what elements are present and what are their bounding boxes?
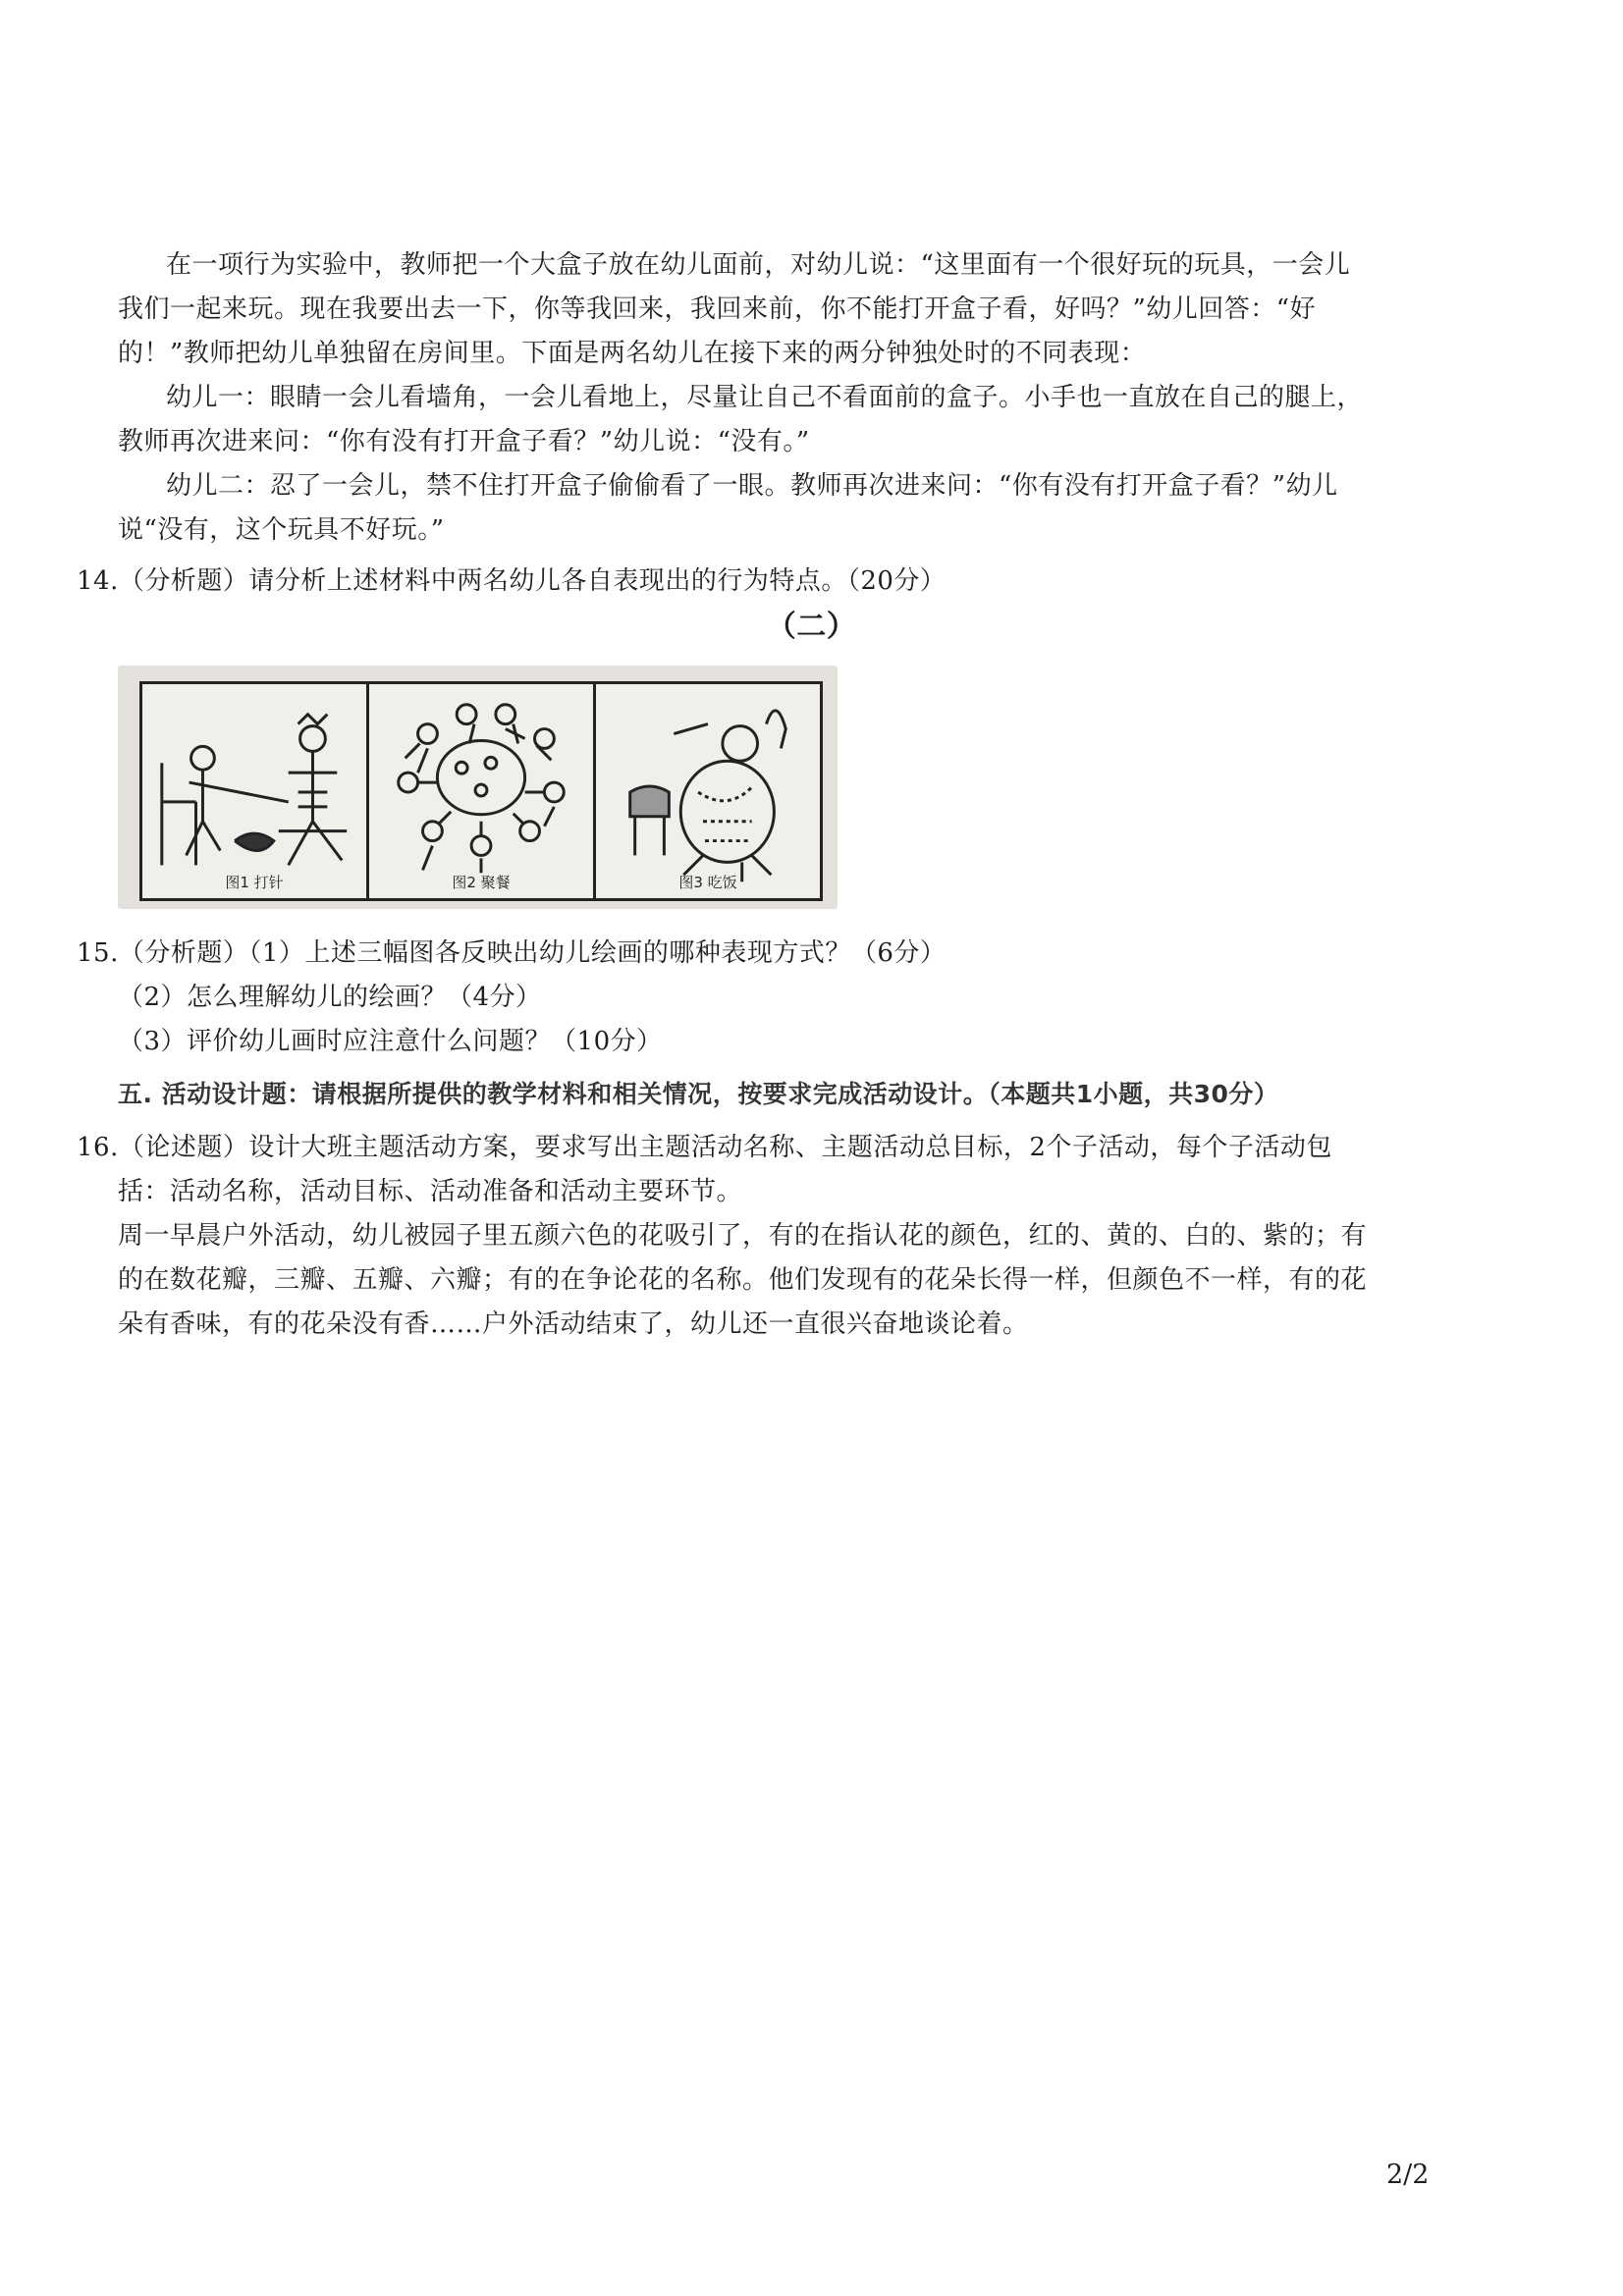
caption-figure-1: 图1 打针	[225, 874, 284, 891]
child-two-description: 说“没有，这个玩具不好玩。”	[118, 515, 445, 545]
drawing-dinner-party	[369, 684, 596, 898]
child-one-description: 教师再次进来问：“你有没有打开盒子看？”幼儿说：“没有。”	[118, 427, 810, 456]
child-two-description: 幼儿二：忍了一会儿，禁不住打开盒子偷偷看了一眼。教师再次进来问：“你有没有打开盒子看？”幼儿	[166, 471, 1338, 501]
question-14: 14.（分析题）请分析上述材料中两名幼儿各自表现出的行为特点。（20分）	[77, 566, 947, 596]
question-15-part-3: （3）评价幼儿画时应注意什么问题？（10分）	[118, 1027, 663, 1056]
material-paragraph-line: 的！”教师把幼儿单独留在房间里。下面是两名幼儿在接下来的两分钟独处时的不同表现：	[118, 339, 1147, 368]
drawing-panels	[139, 681, 823, 901]
question-16-line: 16.（论述题）设计大班主题活动方案，要求写出主题活动名称、主题活动总目标，2个子活动，每个子活动包	[77, 1133, 1332, 1162]
children-drawings-figure	[118, 666, 838, 909]
scenario-line: 周一早晨户外活动，幼儿被园子里五颜六色的花吸引了，有的在指认花的颜色，红的、黄的、白的、紫的；有	[118, 1221, 1368, 1251]
scenario-line: 的在数花瓣，三瓣、五瓣、六瓣；有的在争论花的名称。他们发现有的花朵长得一样，但颜色不一样，有的花	[118, 1265, 1368, 1295]
dinner-party-drawing-icon	[369, 684, 593, 898]
part-two-heading: （二）	[766, 610, 857, 644]
drawing-injection	[142, 684, 369, 898]
question-15-part-1: 15.（分析题）（1）上述三幅图各反映出幼儿绘画的哪种表现方式？（6分）	[77, 938, 947, 968]
injection-drawing-icon	[142, 684, 366, 898]
scenario-line: 朵有香味，有的花朵没有香……户外活动结束了，幼儿还一直很兴奋地谈论着。	[118, 1309, 1029, 1339]
material-paragraph-line: 我们一起来玩。现在我要出去一下，你等我回来，我回来前，你不能打开盒子看，好吗？”幼儿回答：“好	[118, 294, 1317, 324]
question-16-line: 括：活动名称，活动目标、活动准备和活动主要环节。	[118, 1177, 743, 1206]
caption-figure-3: 图3 吃饭	[678, 874, 737, 891]
page-number: 2/2	[1386, 2160, 1430, 2190]
eating-drawing-icon	[596, 684, 820, 898]
drawing-eating	[596, 684, 820, 898]
question-15-part-2: （2）怎么理解幼儿的绘画？（4分）	[118, 983, 542, 1012]
child-one-description: 幼儿一：眼睛一会儿看墙角，一会儿看地上，尽量让自己不看面前的盒子。小手也一直放在自己的腿上，	[166, 383, 1364, 412]
section-5-heading: 五. 活动设计题：请根据所提供的教学材料和相关情况，按要求完成活动设计。（本题共1小题，共30分）	[118, 1080, 1279, 1108]
caption-figure-2: 图2 聚餐	[452, 874, 511, 891]
material-paragraph-line: 在一项行为实验中，教师把一个大盒子放在幼儿面前，对幼儿说：“这里面有一个很好玩的玩具，一会儿	[166, 250, 1351, 280]
